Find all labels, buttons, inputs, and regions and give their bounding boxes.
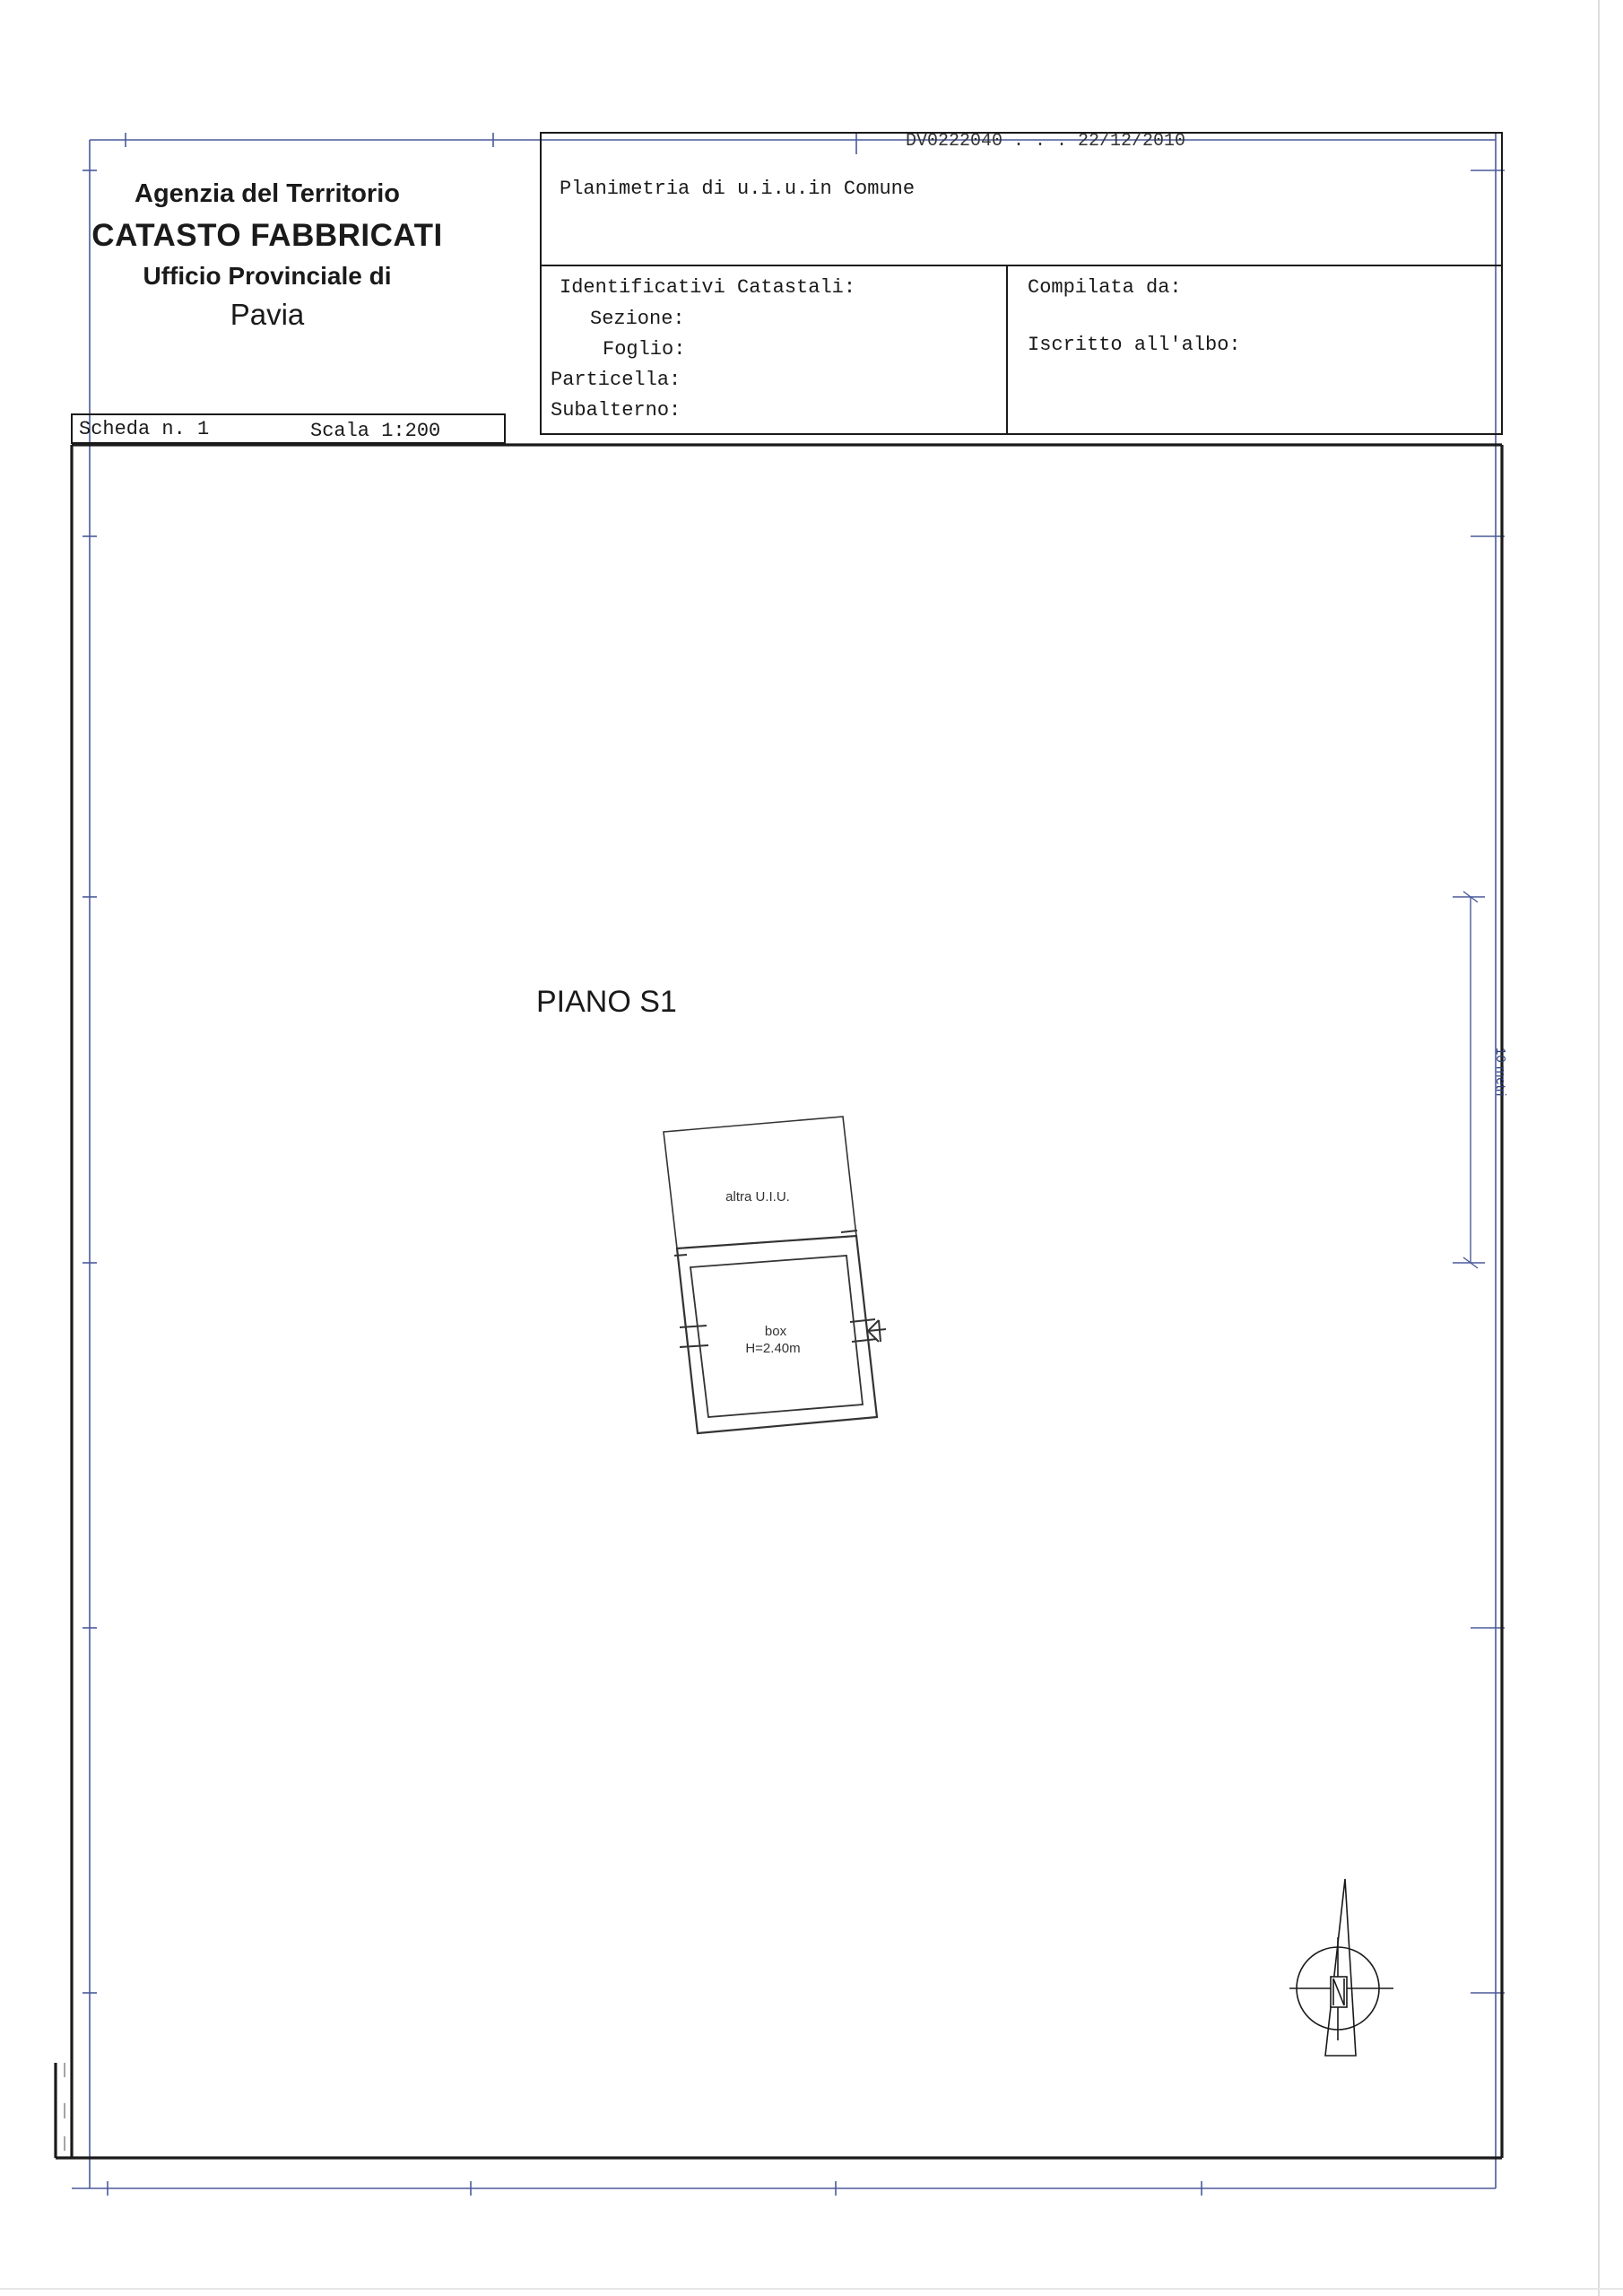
scheda-label: Scheda n. 1 xyxy=(79,418,210,440)
compilata-label: Compilata da: xyxy=(1028,276,1182,299)
room-label-other-unit: altra U.I.U. xyxy=(725,1189,790,1205)
identificativi-title: Identificativi Catastali: xyxy=(560,276,856,299)
room-label-box: box xyxy=(764,1324,787,1339)
main-frame xyxy=(56,445,1502,2158)
catasto-title: CATASTO FABBRICATI xyxy=(91,218,443,253)
room-height-label: H=2.40m xyxy=(745,1341,801,1356)
sezione-label: Sezione: xyxy=(590,308,685,330)
ufficio-label: Ufficio Provinciale di xyxy=(143,262,392,290)
registration-stamp: DV0222040 . . . 22/12/2010 xyxy=(906,131,1186,152)
foglio-label: Foglio: xyxy=(603,338,686,361)
scala-label: Scala 1:200 xyxy=(310,420,441,442)
particella-label: Particella: xyxy=(551,369,681,391)
floor-plan xyxy=(664,1117,886,1433)
subalterno-label: Subalterno: xyxy=(551,399,681,422)
planimetria-label: Planimetria di u.i.u.in Comune xyxy=(560,178,916,200)
iscritto-label: Iscritto all'albo: xyxy=(1028,334,1241,356)
scale-bar xyxy=(1453,891,1485,1268)
floor-title: PIANO S1 xyxy=(536,985,677,1019)
north-arrow-icon xyxy=(1289,1879,1393,2056)
scale-bar-label: 10 metri xyxy=(1493,1048,1508,1097)
agency-name: Agenzia del Territorio xyxy=(135,179,400,208)
provincia-name: Pavia xyxy=(230,298,305,331)
